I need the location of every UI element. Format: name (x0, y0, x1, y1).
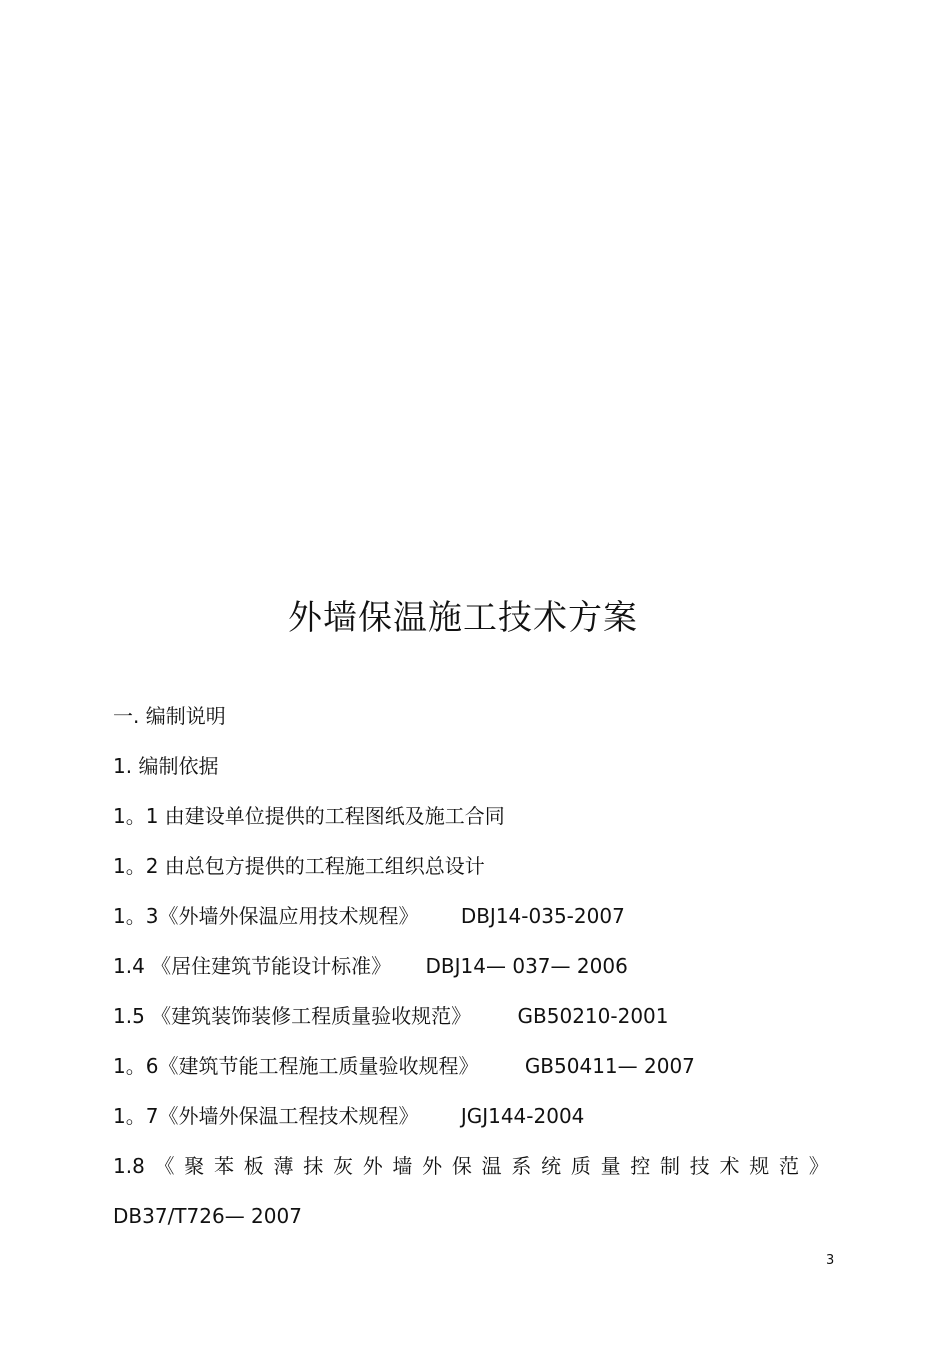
document-title: 外墙保温施工技术方案 (288, 598, 638, 638)
list-item-char: 质 (570, 1154, 591, 1178)
subsection-heading: 1. 编制依据 (113, 754, 219, 778)
list-item (113, 902, 625, 930)
list-item (113, 952, 628, 980)
list-item-char: 统 (541, 1154, 562, 1178)
list-item (113, 1102, 584, 1130)
list-item-char: 墙 (392, 1154, 413, 1178)
list-item-char: 技 (689, 1154, 710, 1178)
list-item-char: 板 (243, 1154, 264, 1178)
standard-code: GB50210-2001 (517, 1004, 669, 1028)
list-item-char: 《 (154, 1154, 175, 1178)
list-item-char: 术 (719, 1154, 740, 1178)
standard-code: JGJ144-2004 (460, 1104, 585, 1128)
list-item (113, 802, 505, 830)
list-item-text: 1。7《外墙外保温工程技术规程》 (113, 1104, 419, 1128)
list-item-char: 量 (600, 1154, 621, 1178)
list-item-text: 1。2 由总包方提供的工程施工组织总设计 (113, 854, 485, 878)
list-item-number: 1.8 (113, 1154, 145, 1178)
list-item-char: 控 (630, 1154, 651, 1178)
list-item-text: 1.4 《居住建筑节能设计标准》 (113, 954, 392, 978)
list-item-char: 范 (778, 1154, 799, 1178)
list-item-text: 1。1 由建设单位提供的工程图纸及施工合同 (113, 804, 505, 828)
list-item-char: 外 (422, 1154, 443, 1178)
list-item-char: 》 (808, 1154, 829, 1178)
list-item-char: 抹 (303, 1154, 324, 1178)
list-item (113, 1002, 669, 1030)
list-item-justified (113, 1152, 829, 1180)
standard-code: DB37/T726— 2007 (113, 1204, 302, 1228)
list-item-char: 规 (749, 1154, 770, 1178)
list-item-char: 温 (481, 1154, 502, 1178)
list-item-char: 苯 (214, 1154, 235, 1178)
standard-code: DBJ14— 037— 2006 (425, 954, 628, 978)
list-item-text: 1。6《建筑节能工程施工质量验收规程》 (113, 1054, 479, 1078)
section-heading: 一. 编制说明 (113, 704, 226, 728)
list-item-char: 灰 (332, 1154, 353, 1178)
list-item-text: 1.5 《建筑装饰装修工程质量验收规范》 (113, 1004, 472, 1028)
list-item-text: 1。3《外墙外保温应用技术规程》 (113, 904, 419, 928)
standard-code: DBJ14-035-2007 (460, 904, 625, 928)
list-item-char: 制 (660, 1154, 681, 1178)
list-item-char: 系 (511, 1154, 532, 1178)
list-item-char: 薄 (273, 1154, 294, 1178)
list-item-char: 聚 (184, 1154, 205, 1178)
list-item-char: 外 (362, 1154, 383, 1178)
list-item (113, 852, 485, 880)
page-number: 3 (826, 1253, 835, 1268)
list-item (113, 1052, 695, 1080)
list-item-char: 保 (451, 1154, 472, 1178)
standard-code: GB50411— 2007 (524, 1054, 695, 1078)
